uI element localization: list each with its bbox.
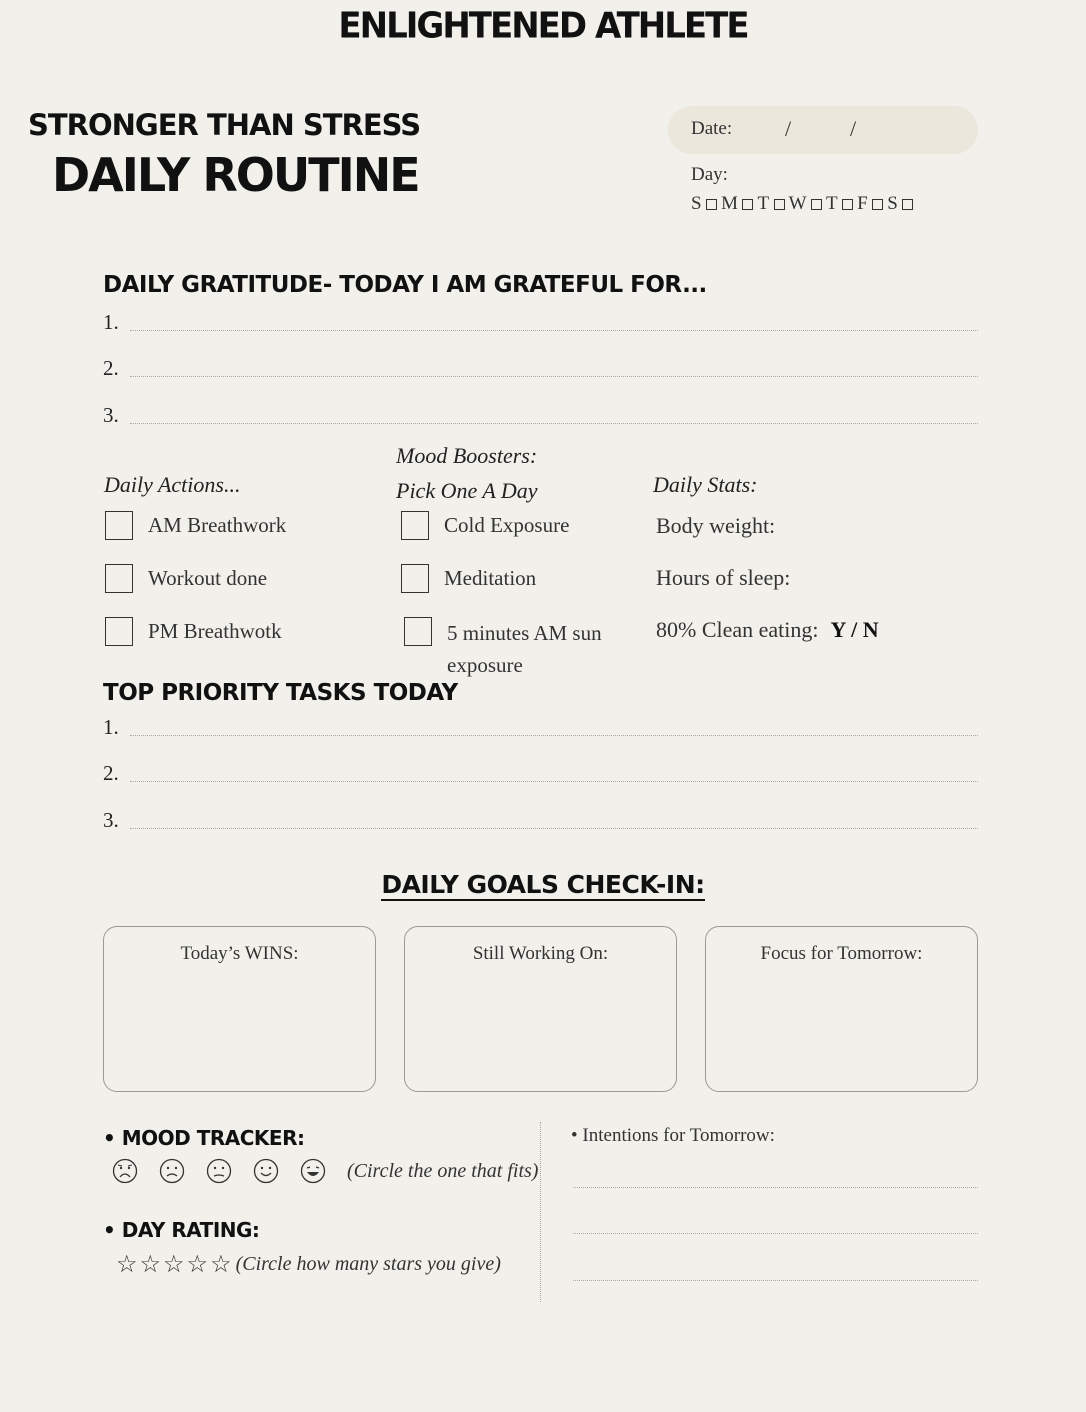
day-label: Day: bbox=[691, 164, 728, 185]
day-option[interactable] bbox=[826, 193, 853, 215]
stat-clean-eating[interactable] bbox=[656, 617, 879, 643]
date-separator: / bbox=[850, 116, 857, 141]
star-icon[interactable]: ☆ bbox=[116, 1252, 138, 1278]
day-letter: M bbox=[721, 193, 739, 214]
line-number: 2. bbox=[103, 356, 119, 380]
day-letter: W bbox=[788, 193, 808, 214]
mood-boosters-heading: Mood Boosters: bbox=[396, 443, 538, 468]
mood-booster-item[interactable] bbox=[401, 511, 569, 541]
day-checkbox[interactable] bbox=[842, 199, 853, 210]
brand-title: ENLIGHTENED ATHLETE bbox=[338, 5, 748, 47]
priority-tasks-heading: TOP PRIORITY TASKS TODAY bbox=[103, 680, 458, 706]
priority-task-line[interactable] bbox=[103, 715, 978, 740]
line-number: 3. bbox=[103, 403, 119, 427]
day-option[interactable] bbox=[691, 193, 717, 215]
mood-tracker-hint: (Circle the one that fits) bbox=[347, 1159, 539, 1182]
mood-booster-label: 5 minutes AM sun exposure bbox=[447, 621, 602, 677]
mood-tracker-heading: • MOOD TRACKER: bbox=[103, 1126, 305, 1150]
mood-booster-label: Cold Exposure bbox=[444, 513, 570, 537]
laughing-face-icon[interactable] bbox=[300, 1158, 326, 1184]
star-icon[interactable]: ☆ bbox=[163, 1252, 185, 1278]
dotted-line bbox=[130, 828, 978, 829]
priority-task-line[interactable] bbox=[103, 808, 978, 833]
mood-booster-label: Meditation bbox=[444, 566, 537, 590]
day-option[interactable] bbox=[789, 193, 822, 215]
goals-heading bbox=[0, 870, 1086, 899]
mood-booster-item[interactable] bbox=[404, 617, 619, 681]
day-checkbox[interactable] bbox=[706, 199, 717, 210]
day-letter: F bbox=[857, 193, 869, 214]
card-label: Focus for Tomorrow: bbox=[760, 943, 923, 964]
day-rating-heading: • DAY RATING: bbox=[103, 1218, 260, 1242]
line-number: 2. bbox=[103, 761, 119, 785]
checkbox[interactable] bbox=[404, 617, 432, 646]
day-checkbox[interactable] bbox=[872, 199, 883, 210]
line-number: 1. bbox=[103, 310, 119, 334]
dotted-line bbox=[130, 423, 978, 424]
intention-line[interactable] bbox=[573, 1233, 978, 1234]
day-checkbox[interactable] bbox=[902, 199, 913, 210]
card-label: Today’s WINS: bbox=[180, 943, 299, 964]
page-subtitle: STRONGER THAN STRESS bbox=[28, 108, 421, 142]
star-icon[interactable]: ☆ bbox=[139, 1252, 162, 1278]
rating-stars bbox=[116, 1250, 501, 1279]
date-label: Date: bbox=[691, 118, 733, 139]
checkbox[interactable] bbox=[401, 564, 429, 593]
daily-stats-heading: Daily Stats: bbox=[653, 472, 758, 497]
mood-faces bbox=[112, 1158, 538, 1184]
daily-action-item[interactable] bbox=[105, 617, 282, 647]
day-letter: T bbox=[757, 193, 770, 214]
day-checkbox[interactable] bbox=[742, 199, 753, 210]
dotted-line bbox=[130, 735, 978, 736]
mood-booster-item[interactable] bbox=[401, 564, 536, 594]
stat-clean-eating-label: 80% Clean eating: bbox=[656, 617, 819, 642]
day-checkbox[interactable] bbox=[811, 199, 822, 210]
day-options bbox=[691, 193, 913, 215]
checkbox[interactable] bbox=[105, 564, 133, 593]
stat-body-weight[interactable]: Body weight: bbox=[656, 513, 776, 538]
checkbox[interactable] bbox=[401, 511, 429, 540]
daily-action-item[interactable] bbox=[105, 511, 286, 541]
stat-hours-sleep[interactable]: Hours of sleep: bbox=[656, 565, 791, 590]
gratitude-line[interactable] bbox=[103, 310, 978, 335]
smile-face-icon[interactable] bbox=[253, 1158, 279, 1184]
gratitude-line[interactable] bbox=[103, 356, 978, 381]
wins-card[interactable] bbox=[103, 926, 376, 1092]
intention-line[interactable] bbox=[573, 1187, 978, 1188]
neutral-face-icon[interactable] bbox=[206, 1158, 232, 1184]
day-letter: T bbox=[826, 193, 839, 214]
intentions-label: • Intentions for Tomorrow: bbox=[571, 1125, 775, 1146]
checkbox[interactable] bbox=[105, 511, 133, 540]
date-separator: / bbox=[785, 116, 792, 141]
line-number: 3. bbox=[103, 808, 119, 832]
daily-action-label: PM Breathwotk bbox=[148, 619, 282, 643]
focus-tomorrow-card[interactable] bbox=[705, 926, 978, 1092]
day-rating-hint: (Circle how many stars you give) bbox=[235, 1253, 501, 1275]
star-icon[interactable]: ☆ bbox=[186, 1252, 209, 1278]
working-on-card[interactable] bbox=[404, 926, 677, 1092]
dotted-line bbox=[130, 330, 978, 331]
mood-boosters-subheading: Pick One A Day bbox=[396, 478, 538, 503]
daily-action-label: AM Breathwork bbox=[148, 513, 287, 537]
very-sad-face-icon[interactable] bbox=[112, 1158, 138, 1184]
line-number: 1. bbox=[103, 715, 119, 739]
day-letter: S bbox=[887, 193, 899, 214]
priority-task-line[interactable] bbox=[103, 761, 978, 786]
column-divider bbox=[540, 1122, 541, 1302]
star-icon[interactable]: ☆ bbox=[210, 1252, 232, 1278]
daily-action-item[interactable] bbox=[105, 564, 267, 594]
day-option[interactable] bbox=[887, 193, 913, 215]
dotted-line bbox=[130, 376, 978, 377]
intention-line[interactable] bbox=[573, 1280, 978, 1281]
daily-actions-heading: Daily Actions... bbox=[104, 472, 241, 497]
gratitude-line[interactable] bbox=[103, 403, 978, 428]
day-letter: S bbox=[691, 193, 703, 214]
gratitude-heading: DAILY GRATITUDE- TODAY I AM GRATEFUL FOR... bbox=[103, 272, 707, 298]
day-option[interactable] bbox=[721, 193, 753, 215]
dotted-line bbox=[130, 781, 978, 782]
card-label: Still Working On: bbox=[472, 943, 609, 964]
daily-action-label: Workout done bbox=[148, 566, 268, 590]
page-title: DAILY ROUTINE bbox=[52, 148, 419, 202]
day-checkbox[interactable] bbox=[774, 199, 785, 210]
goals-heading-text: DAILY GOALS CHECK-IN: bbox=[381, 870, 705, 899]
day-option[interactable] bbox=[857, 193, 883, 215]
sad-face-icon[interactable] bbox=[159, 1158, 185, 1184]
yes-no-choice[interactable]: Y / N bbox=[830, 617, 879, 642]
day-option[interactable] bbox=[757, 193, 784, 215]
checkbox[interactable] bbox=[105, 617, 133, 646]
